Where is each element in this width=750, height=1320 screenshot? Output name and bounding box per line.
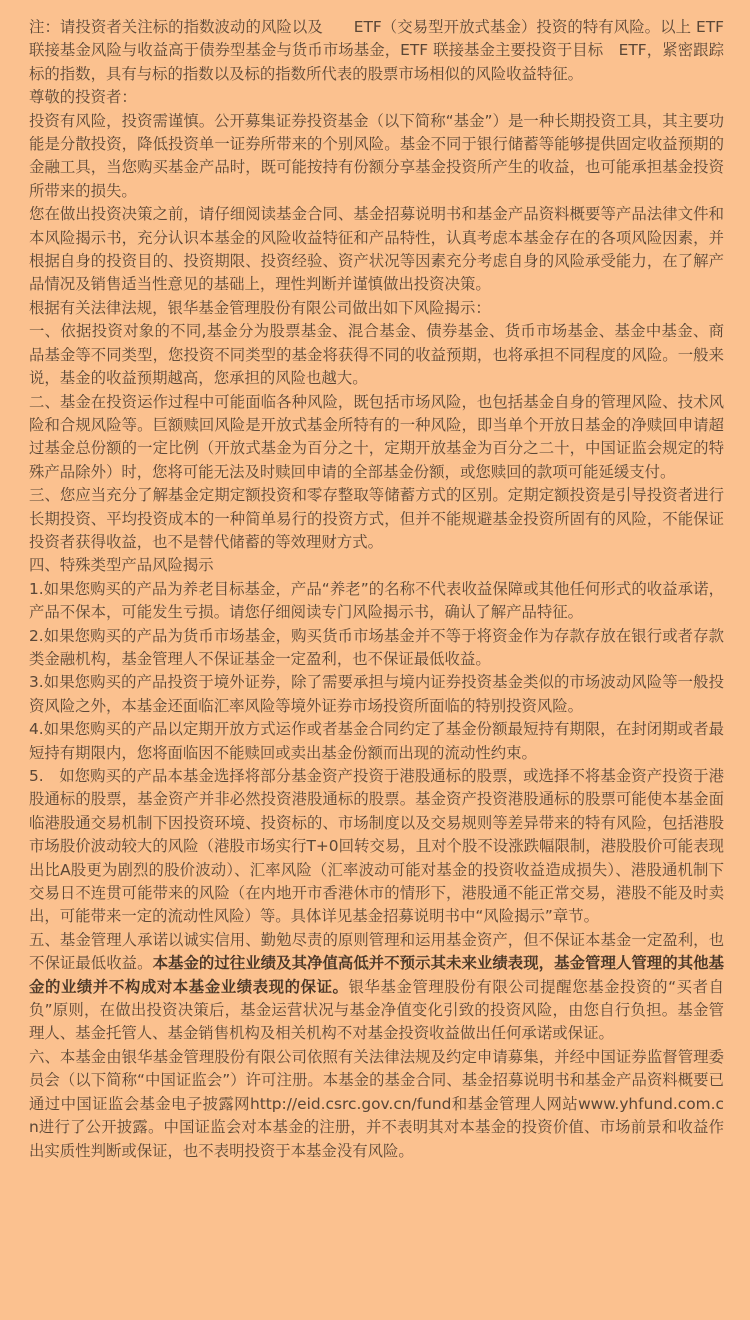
paragraph-text: 4.如果您购买的产品以定期开放方式运作或者基金合同约定了基金份额最短持有期限，在封闭期或者最短持有期限内，您将面临因不能赎回或卖出基金份额而出现的流动性约束。 <box>29 720 724 762</box>
paragraph-text: 您在做出投资决策之前，请仔细阅读基金合同、基金招募说明书和基金产品资料概要等产品法律文件和本风险揭示书，充分认识本基金的风险收益特征和产品特性，认真考虑本基金存在的各项风险因素，并根据自身的投资目的、投资期限、投资经验、资产状况等因素充分考虑自身的风险承受能力，在了解产品情况及销售适当性意见的基础上，理性判断并谨慎做出投资决策。 <box>29 205 724 294</box>
emphasis-text: 本基金的过往业绩及其净值高低并不预示其未来业绩表现，基金管理人管理的其他基金的业绩并不构成对本基金业绩表现的保证。 <box>29 954 724 996</box>
paragraph-text: 五、基金管理人承诺以诚实信用、勤勉尽责的原则管理和运用基金资产，但不保证本基金一定盈利，也不保证最低收益。 <box>29 930 724 973</box>
paragraph-text: 注：请投资者关注标的指数波动的风险以及 ETF（交易型开放式基金）投资的特有风险。以上 ETF 联接基金风险与收益高于债券型基金与货币市场基金，ETF 联接基金主要投资于目标 ETF，紧密跟踪标的指数，具有与标的指数以及标的指数所代表的股票市场相似的风险收益特征。 <box>29 18 724 83</box>
paragraph-text: 尊敬的投资者： <box>29 88 137 107</box>
paragraph-item-3 <box>29 484 724 554</box>
paragraph-item-4-4 <box>29 718 724 765</box>
paragraph-text: 1.如果您购买的产品为养老目标基金，产品“养老”的名称不代表收益保障或其他任何形式的收益承诺，产品不保本，可能发生亏损。请您仔细阅读专门风险揭示书，确认了解产品特征。 <box>29 579 724 622</box>
paragraph-intro-3 <box>29 297 724 320</box>
paragraph-item-1 <box>29 320 724 390</box>
paragraph-text: 2.如果您购买的产品为货币市场基金，购买货币市场基金并不等于将资金作为存款存放在银行或者存款类金融机构，基金管理人不保证基金一定盈利，也不保证最低收益。 <box>29 626 724 668</box>
paragraph-text: 银华基金管理股份有限公司提醒您基金投资的“买者自负”原则，在做出投资决策后，基金运营状况与基金净值变化引致的投资风险，由您自行负担。基金管理人、基金托管人、基金销售机构及相关机构不对基金投资收益做出任何承诺或保证。 <box>29 977 724 1043</box>
paragraph-text: 二、基金在投资运作过程中可能面临各种风险，既包括市场风险，也包括基金自身的管理风险、技术风险和合规风险等。巨额赎回风险是开放式基金所特有的一种风险，即当单个开放日基金的净赎回申请超过基金总份额的一定比例（开放式基金为百分之十，定期开放基金为百分之二十，中国证监会规定的特殊产品除外）时，您将可能无法及时赎回申请的全部基金份额，或您赎回的款项可能延缓支付。 <box>29 392 724 481</box>
paragraph-intro-2 <box>29 203 724 297</box>
paragraph-note <box>29 16 724 86</box>
paragraph-greeting <box>29 86 724 109</box>
paragraph-item-4-2 <box>29 625 724 672</box>
paragraph-text: 一、依据投资对象的不同,基金分为股票基金、混合基金、债券基金、货币市场基金、基金中基金、商品基金等不同类型，您投资不同类型的基金将获得不同的收益预期，也将承担不同程度的风险。一般来说，基金的收益预期越高，您承担的风险也越大。 <box>29 322 724 388</box>
paragraph-text: 六、本基金由银华基金管理股份有限公司依照有关法律法规及约定申请募集，并经中国证券监督管理委员会（以下简称“中国证监会”）许可注册。本基金的基金合同、基金招募说明书和基金产品资料概要已通过中国证监会基金电子披露网http://eid.csrc.gov.cn/fund和基金管理人网站www.yhfund.com.cn进行了公开披露。中国证监会对本基金的注册，并不表明其对本基金的投资价值、市场前景和收益作出实质性判断或保证，也不表明投资于本基金没有风险。 <box>29 1047 724 1160</box>
paragraph-text: 四、特殊类型产品风险揭示 <box>29 556 214 575</box>
paragraph-item-6 <box>29 1046 724 1163</box>
paragraph-item-5 <box>29 929 724 1046</box>
paragraph-item-4-1 <box>29 578 724 625</box>
paragraph-text: 5. 如您购买的产品本基金选择将部分基金资产投资于港股通标的股票，或选择不将基金资产投资于港股通标的股票，基金资产并非必然投资港股通标的股票。基金资产投资港股通标的股票可能使本基金面临港股通交易机制下因投资环境、投资标的、市场制度以及交易规则等差异带来的特有风险，包括港股市场股价波动较大的风险（港股市场实行T+0回转交易，且对个股不设涨跌幅限制，港股股价可能表现出比A股更为剧烈的股价波动）、汇率风险（汇率波动可能对基金的投资收益造成损失）、港股通机制下交易日不连贯可能带来的风险（在内地开市香港休市的情形下，港股通不能正常交易，港股不能及时卖出，可能带来一定的流动性风险）等。具体详见基金招募说明书中“风险揭示”章节。 <box>29 767 724 926</box>
paragraph-intro-1 <box>29 110 724 204</box>
paragraph-text: 根据有关法律法规，银华基金管理股份有限公司做出如下风险揭示： <box>29 298 491 317</box>
paragraph-text: 投资有风险，投资需谨慎。公开募集证券投资基金（以下简称“基金”）是一种长期投资工具，其主要功能是分散投资，降低投资单一证券所带来的个别风险。基金不同于银行储蓄等能够提供固定收益预期的金融工具，当您购买基金产品时，既可能按持有份额分享基金投资所产生的收益，也可能承担基金投资所带来的损失。 <box>29 111 724 200</box>
paragraph-text: 三、您应当充分了解基金定期定额投资和零存整取等储蓄方式的区别。定期定额投资是引导投资者进行长期投资、平均投资成本的一种简单易行的投资方式，但并不能规避基金投资所固有的风险，不能保证投资者获得收益，也不是替代储蓄的等效理财方式。 <box>29 486 724 551</box>
paragraph-item-4-5 <box>29 765 724 929</box>
paragraph-item-4-3 <box>29 671 724 718</box>
paragraph-item-2 <box>29 391 724 485</box>
paragraph-item-4 <box>29 554 724 577</box>
paragraph-text: 3.如果您购买的产品投资于境外证券，除了需要承担与境内证券投资基金类似的市场波动风险等一般投资风险之外，本基金还面临汇率风险等境外证券市场投资所面临的特别投资风险。 <box>29 673 724 715</box>
